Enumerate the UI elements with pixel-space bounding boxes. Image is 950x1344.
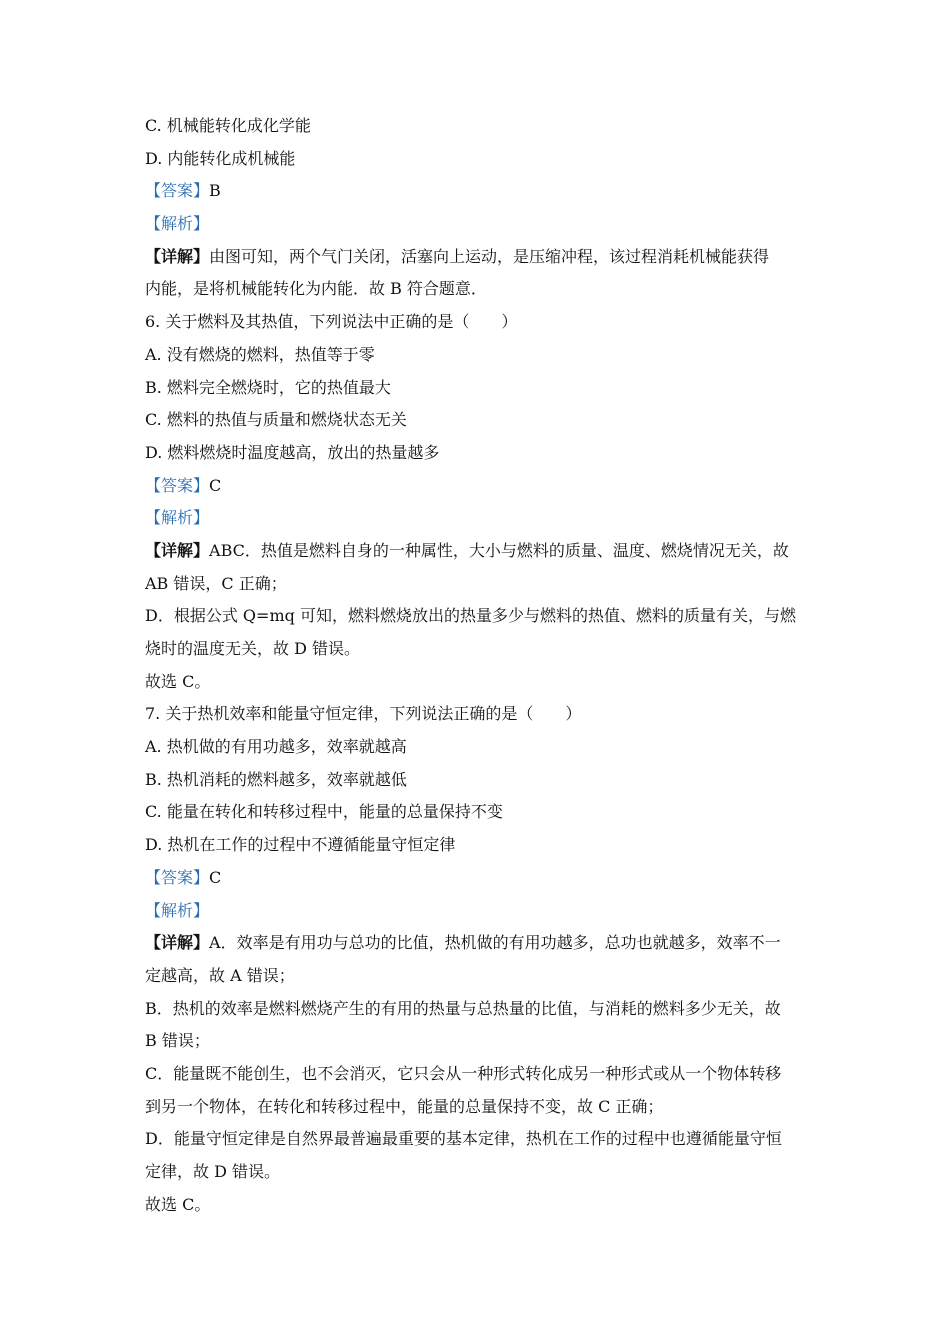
text-line: C. 能量在转化和转移过程中，能量的总量保持不变 xyxy=(145,802,503,822)
analysis-heading xyxy=(145,502,810,535)
text-line: D. 内能转化成机械能 xyxy=(145,148,296,168)
text-line: D．能量守恒定律是自然界最普遍最重要的基本定律，热机在工作的过程中也遵循能量守恒 xyxy=(145,1129,782,1149)
text-line: 到另一个物体，在转化和转移过程中，能量的总量保持不变，故 C 正确； xyxy=(145,1096,664,1116)
analysis-tag: 【解析】 xyxy=(145,214,210,234)
text-line: D．根据公式 Q=mq 可知，燃料燃烧放出的热量多少与燃料的热值、燃料的质量有关，与燃 xyxy=(145,606,796,626)
text-line: 定律，故 D 错误。 xyxy=(145,1162,281,1181)
text-line: 烧时的温度无关，故 D 错误。 xyxy=(145,639,361,658)
text-line: A. 没有燃烧的燃料，热值等于零 xyxy=(145,344,375,364)
analysis-heading xyxy=(145,895,810,928)
text-line: D. 热机在工作的过程中不遵循能量守恒定律 xyxy=(145,835,456,855)
text-line: D. 燃料燃烧时温度越高，放出的热量越多 xyxy=(145,442,440,462)
answer-tag: 【答案】 xyxy=(145,475,210,495)
analysis-heading xyxy=(145,208,810,241)
text-line: B. 燃料完全燃烧时，它的热值最大 xyxy=(145,377,391,397)
answer-tag: 【答案】 xyxy=(145,867,210,887)
text-line: 7. 关于热机效率和能量守恒定律，下列说法正确的是（ ） xyxy=(145,704,582,724)
text-line: 6. 关于燃料及其热值，下列说法中正确的是（ ） xyxy=(145,312,518,332)
answer-value: C xyxy=(209,867,222,887)
answer-value: B xyxy=(209,181,221,201)
answer-tag: 【答案】 xyxy=(145,181,210,201)
answer-value: C xyxy=(209,475,222,495)
detail-tag: 【详解】 xyxy=(145,246,210,266)
document-body xyxy=(145,110,810,1221)
text-line: 定越高，故 A 错误； xyxy=(145,965,295,985)
answer-line xyxy=(145,175,810,208)
detail-line xyxy=(145,535,810,568)
analysis-tag: 【解析】 xyxy=(145,508,210,528)
text-line: B 错误； xyxy=(145,1031,210,1051)
detail-text: ABC．热值是燃料自身的一种属性，大小与燃料的质量、温度、燃烧情况无关，故 xyxy=(209,540,789,560)
detail-tag: 【详解】 xyxy=(145,933,210,953)
text-line: C．能量既不能创生，也不会消灭，它只会从一种形式转化成另一种形式或从一个物体转移 xyxy=(145,1063,782,1083)
detail-text: A．效率是有用功与总功的比值，热机做的有用功越多，总功也就越多，效率不一 xyxy=(209,933,781,953)
text-line: 故选 C。 xyxy=(145,671,211,691)
text-line: A. 热机做的有用功越多，效率就越高 xyxy=(145,737,407,757)
answer-line xyxy=(145,862,810,895)
text-line: B．热机的效率是燃料燃烧产生的有用的热量与总热量的比值，与消耗的燃料多少无关，故 xyxy=(145,998,781,1018)
text-line: 内能，是将机械能转化为内能．故 B 符合题意． xyxy=(145,279,487,299)
detail-text: 由图可知，两个气门关闭，活塞向上运动，是压缩冲程，该过程消耗机械能获得 xyxy=(209,246,770,266)
analysis-tag: 【解析】 xyxy=(145,900,210,920)
detail-tag: 【详解】 xyxy=(145,540,210,560)
text-line: C. 燃料的热值与质量和燃烧状态无关 xyxy=(145,410,407,430)
detail-line xyxy=(145,241,810,274)
text-line: C. 机械能转化成化学能 xyxy=(145,116,311,135)
text-line: B. 热机消耗的燃料越多，效率就越低 xyxy=(145,769,407,789)
text-line: 故选 C。 xyxy=(145,1194,211,1214)
text-line: AB 错误，C 正确； xyxy=(145,573,287,593)
answer-line xyxy=(145,470,810,503)
detail-line xyxy=(145,927,810,960)
